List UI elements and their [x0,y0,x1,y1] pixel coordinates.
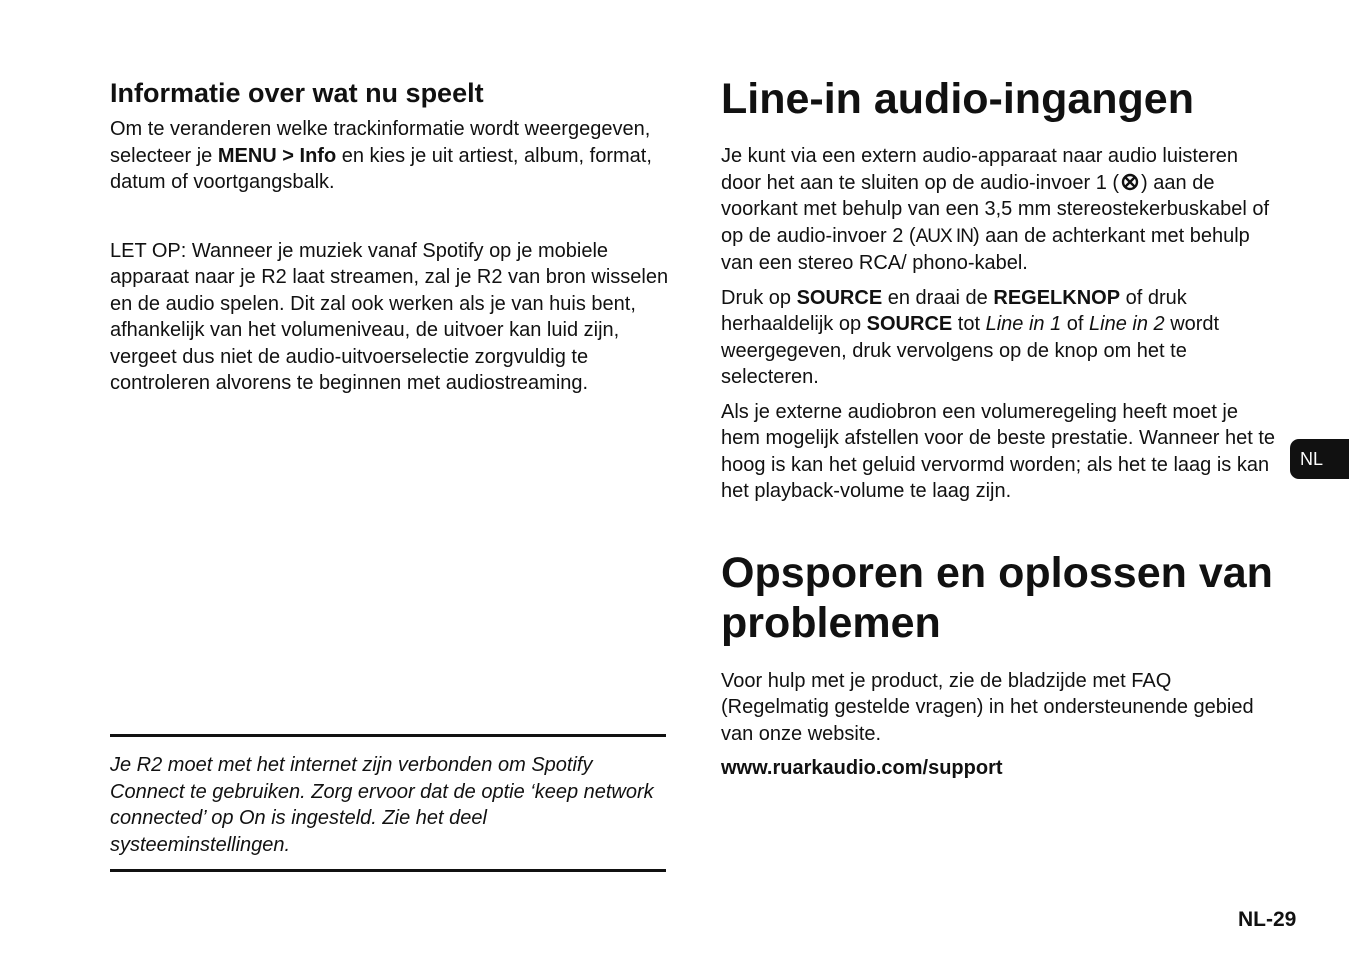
paragraph-source-select [721,285,1281,391]
paragraph-spotify-warning: LET OP: Wanneer je muziek vanaf Spotify op je mobiele apparaat naar je R2 laat streamen, zal je R2 van bron wisselen en de audio spelen. Dit zal ook werken als je van huis bent, afhankelijk van het volumeniveau, de uitvoer kan luid zijn, vergeet dus niet de audio-uitvoerselectie zorgvuldig te controleren alvorens te beginnen met audiostreaming. [110,239,669,394]
control-knob-label: REGELKNOP [993,286,1121,309]
left-column [110,76,680,397]
text: of [1061,313,1090,335]
line-in-2-label: Line in 2 [1089,313,1165,335]
support-url[interactable]: www.ruarkaudio.com/support [721,757,1003,779]
source-button-label: SOURCE [796,286,883,309]
text: of druk herhaaldelijk op [721,286,1187,335]
line-in-1-label: Line in 1 [985,313,1062,335]
page-number: NL-29 [1238,908,1297,931]
spotify-note-text: Je R2 moet met het internet zijn verbonden om Spotify Connect te gebruiken. Zorg ervoor dat de optie ‘keep network connected’ op On is ingesteld. Zie het deel systeeminstellingen. [110,754,654,856]
aux-in-label: AUX IN [915,225,973,247]
spotify-note-box [110,734,666,872]
section-heading-troubleshooting: Opsporen en oplossen van problemen [721,548,1273,647]
section-heading-now-playing: Informatie over wat nu speelt [110,78,484,108]
text: Je kunt via een extern audio-apparaat naar audio luisteren door het aan te sluiten op de audio-invoer 1 ( [721,145,1239,194]
headphone-jack-icon [1119,173,1141,191]
text: ) aan de achterkant met behulp van een stereo RCA/ phono-kabel. [721,224,1250,274]
text: tot [952,313,986,335]
language-tab: NL [1290,439,1349,479]
paragraph-volume-advice: Als je externe audiobron een volumeregeling heeft moet je hem mogelijk afstellen voor de beste prestatie. Wanneer het te hoog is kan het geluid vervormd worden; als het te laag is kan het playback-volume te laag zijn. [721,400,1276,502]
right-column [721,74,1281,782]
section-heading-line-in: Line-in audio-ingangen [721,75,1194,123]
text: Om te veranderen welke trackinformatie wordt weergegeven, selecteer je [110,118,651,167]
paragraph-track-info [110,116,680,196]
paragraph-line-in-inputs [721,143,1281,277]
text: wordt weergegeven, druk vervolgens op de knop om het te selecteren. [721,313,1220,388]
menu-path: MENU > Info [217,144,337,167]
paragraph-support-info: Voor hulp met je product, zie de bladzijde met FAQ (Regelmatig gestelde vragen) in het ondersteunende gebied van onze website. [721,669,1254,745]
source-button-label: SOURCE [866,313,953,335]
text: ) aan de voorkant met behulp van een 3,5 mm stereostekerbuskabel of op de audio-invoer 2 ( [721,171,1270,247]
text: en kies je uit artiest, album, format, datum of voortgangsbalk. [110,144,652,193]
text: Druk op [721,286,797,309]
text: en draai de [882,286,994,309]
